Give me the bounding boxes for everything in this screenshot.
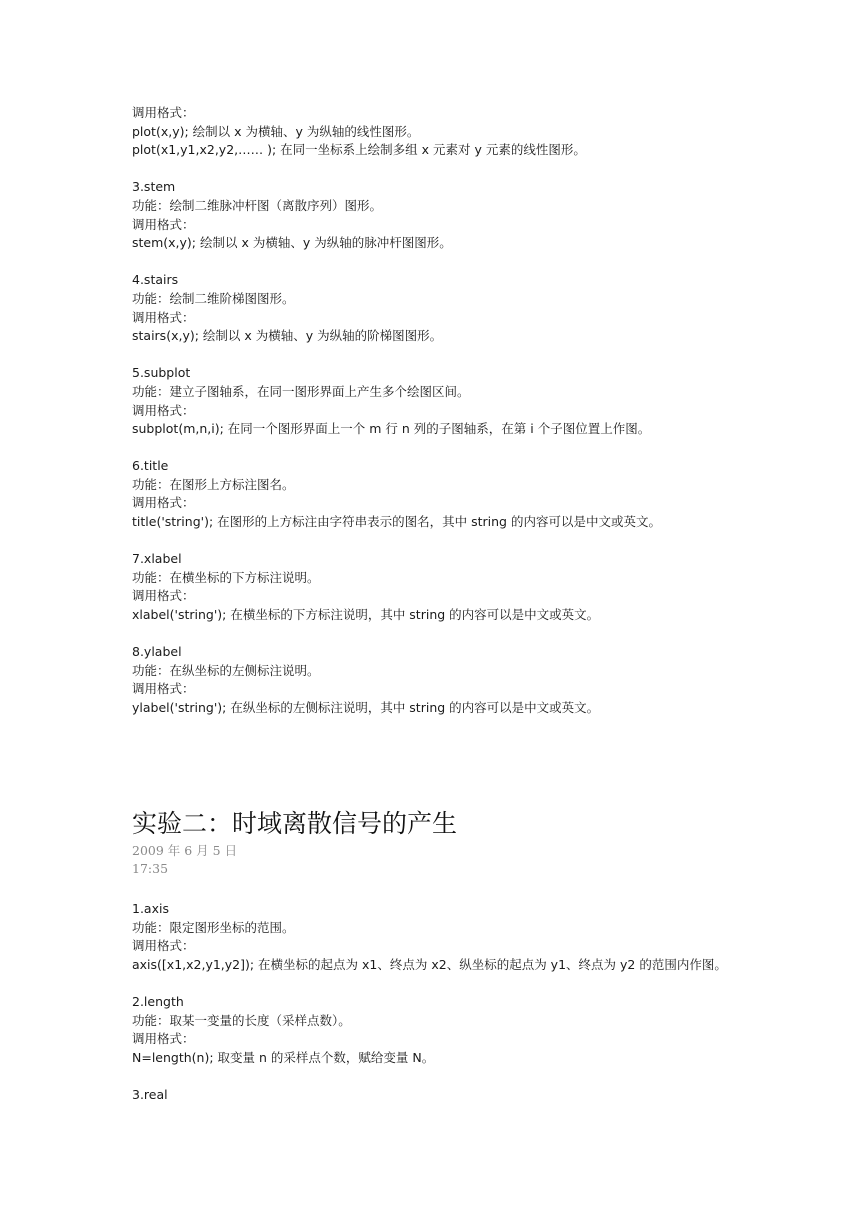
- heading-title: 6.title: [132, 458, 169, 474]
- text-line: 功能：在图形上方标注图名。: [132, 476, 295, 492]
- text-line: 功能：限定图形坐标的范围。: [132, 919, 295, 935]
- text-line: 调用格式：: [132, 402, 195, 418]
- text-line: 调用格式：: [132, 681, 195, 697]
- text-line: ylabel('string'); 在纵坐标的左侧标注说明，其中 string 的内容可以是中文或英文。: [132, 700, 600, 715]
- text-line: 功能：绘制二维阶梯图图形。: [132, 290, 295, 306]
- blank-line: [132, 439, 832, 458]
- text-line: 功能：在横坐标的下方标注说明。: [132, 569, 320, 585]
- text-line: 功能：绘制二维脉冲杆图（离散序列）图形。: [132, 197, 383, 213]
- text-line: 调用格式：: [132, 216, 195, 232]
- text-line: title('string'); 在图形的上方标注由字符串表示的图名，其中 string 的内容可以是中文或英文。: [132, 514, 661, 530]
- blank-line: [132, 1067, 832, 1086]
- heading-xlabel: 7.xlabel: [132, 551, 182, 567]
- blank-line: [132, 974, 832, 993]
- blank-line: [132, 625, 832, 644]
- blank-line: [132, 253, 832, 272]
- text-line: subplot(m,n,i); 在同一个图形界面上一个 m 行 n 列的子图轴系，在第 i 个子图位置上作图。: [132, 421, 651, 437]
- heading-stem: 3.stem: [132, 179, 176, 195]
- text-line: N=length(n); 取变量 n 的采样点个数，赋给变量 N。: [132, 1049, 435, 1065]
- text-line: xlabel('string'); 在横坐标的下方标注说明，其中 string 的内容可以是中文或英文。: [132, 607, 600, 623]
- text-line: 调用格式：: [132, 105, 195, 120]
- text-line: 调用格式：: [132, 309, 195, 325]
- text-line: stem(x,y); 绘制以 x 为横轴、y 为纵轴的脉冲杆图图形。: [132, 235, 452, 251]
- text-line: 功能：在纵坐标的左侧标注说明。: [132, 662, 320, 678]
- heading-length: 2.length: [132, 993, 184, 1009]
- document-body-part2: [132, 900, 832, 1105]
- heading-subplot: 5.subplot: [132, 365, 191, 381]
- blank-line: [132, 160, 832, 179]
- section-date: 2009 年 6 月 5 日: [132, 843, 238, 858]
- heading-ylabel: 8.ylabel: [132, 644, 182, 660]
- text-line: 调用格式：: [132, 1031, 195, 1047]
- text-line: 功能：建立子图轴系，在同一图形界面上产生多个绘图区间。: [132, 383, 470, 399]
- text-line: plot(x1,y1,x2,y2,…… ); 在同一坐标系上绘制多组 x 元素对 y 元素的线性图形。: [132, 142, 586, 158]
- section-title: 实验二：时域离散信号的产生: [132, 809, 458, 838]
- text-line: stairs(x,y); 绘制以 x 为横轴、y 为纵轴的阶梯图图形。: [132, 328, 443, 344]
- text-line: 调用格式：: [132, 938, 195, 954]
- document-body-part1: [132, 104, 832, 718]
- text-line: 调用格式：: [132, 495, 195, 511]
- blank-line: [132, 532, 832, 551]
- heading-axis: 1.axis: [132, 901, 169, 916]
- text-line: 调用格式：: [132, 588, 195, 604]
- heading-real: 3.real: [132, 1086, 168, 1102]
- text-line: axis([x1,x2,y1,y2]); 在横坐标的起点为 x1、终点为 x2、纵坐标的起点为 y1、终点为 y2 的范围内作图。: [132, 956, 727, 972]
- text-line: 功能：取某一变量的长度（采样点数）。: [132, 1012, 351, 1028]
- section-time: 17:35: [132, 861, 169, 876]
- heading-stairs: 4.stairs: [132, 272, 179, 288]
- blank-line: [132, 346, 832, 365]
- text-line: plot(x,y); 绘制以 x 为横轴、y 为纵轴的线性图形。: [132, 123, 420, 139]
